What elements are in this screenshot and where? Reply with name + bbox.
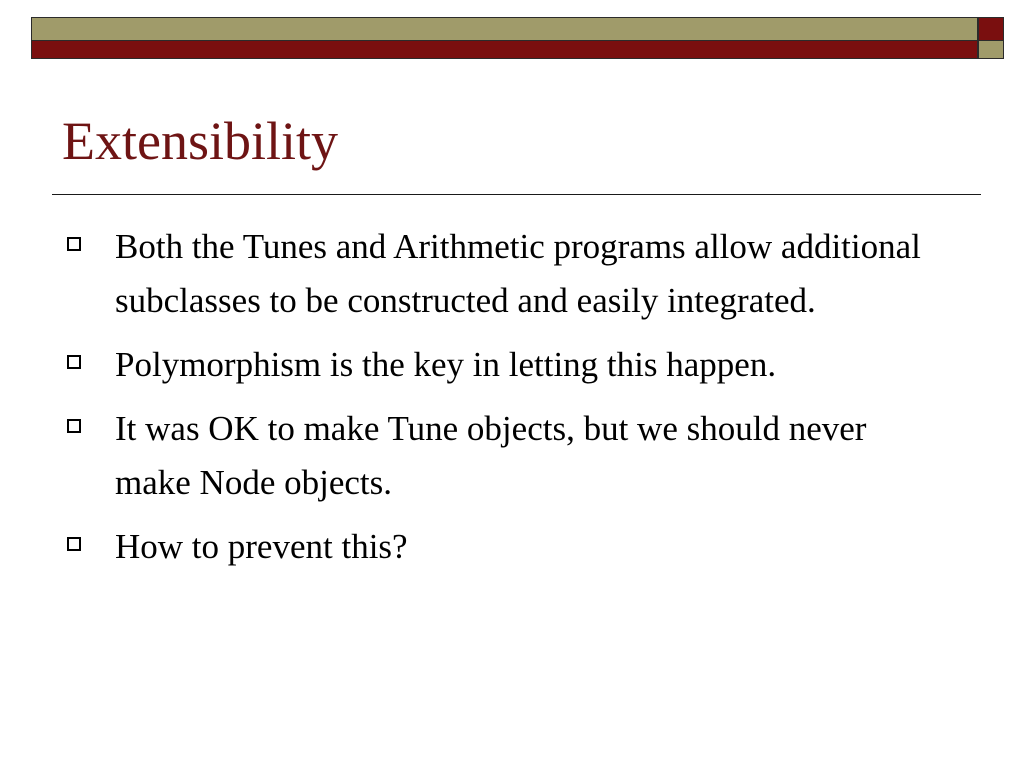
bullet-text: How to prevent this? (115, 527, 408, 566)
bullet-item (62, 402, 962, 510)
bullet-text: Both the Tunes and Arithmetic programs allow additional subclasses to be constructed and easily integrated. (115, 227, 921, 320)
bullet-item (62, 520, 962, 574)
hollow-square-icon (67, 537, 81, 551)
header-band-olive (31, 17, 978, 41)
bullet-text: It was OK to make Tune objects, but we should never make Node objects. (115, 409, 867, 502)
bullet-item (62, 220, 962, 328)
header-corner-maroon (978, 17, 1004, 41)
hollow-square-icon (67, 419, 81, 433)
hollow-square-icon (67, 355, 81, 369)
bullet-list (62, 220, 962, 584)
bullet-text: Polymorphism is the key in letting this happen. (115, 345, 777, 384)
bullet-item (62, 338, 962, 392)
slide-title: Extensibility (62, 111, 338, 171)
hollow-square-icon (67, 237, 81, 251)
header-band-maroon (31, 40, 978, 59)
title-divider (52, 194, 981, 195)
header-corner-olive (978, 40, 1004, 59)
